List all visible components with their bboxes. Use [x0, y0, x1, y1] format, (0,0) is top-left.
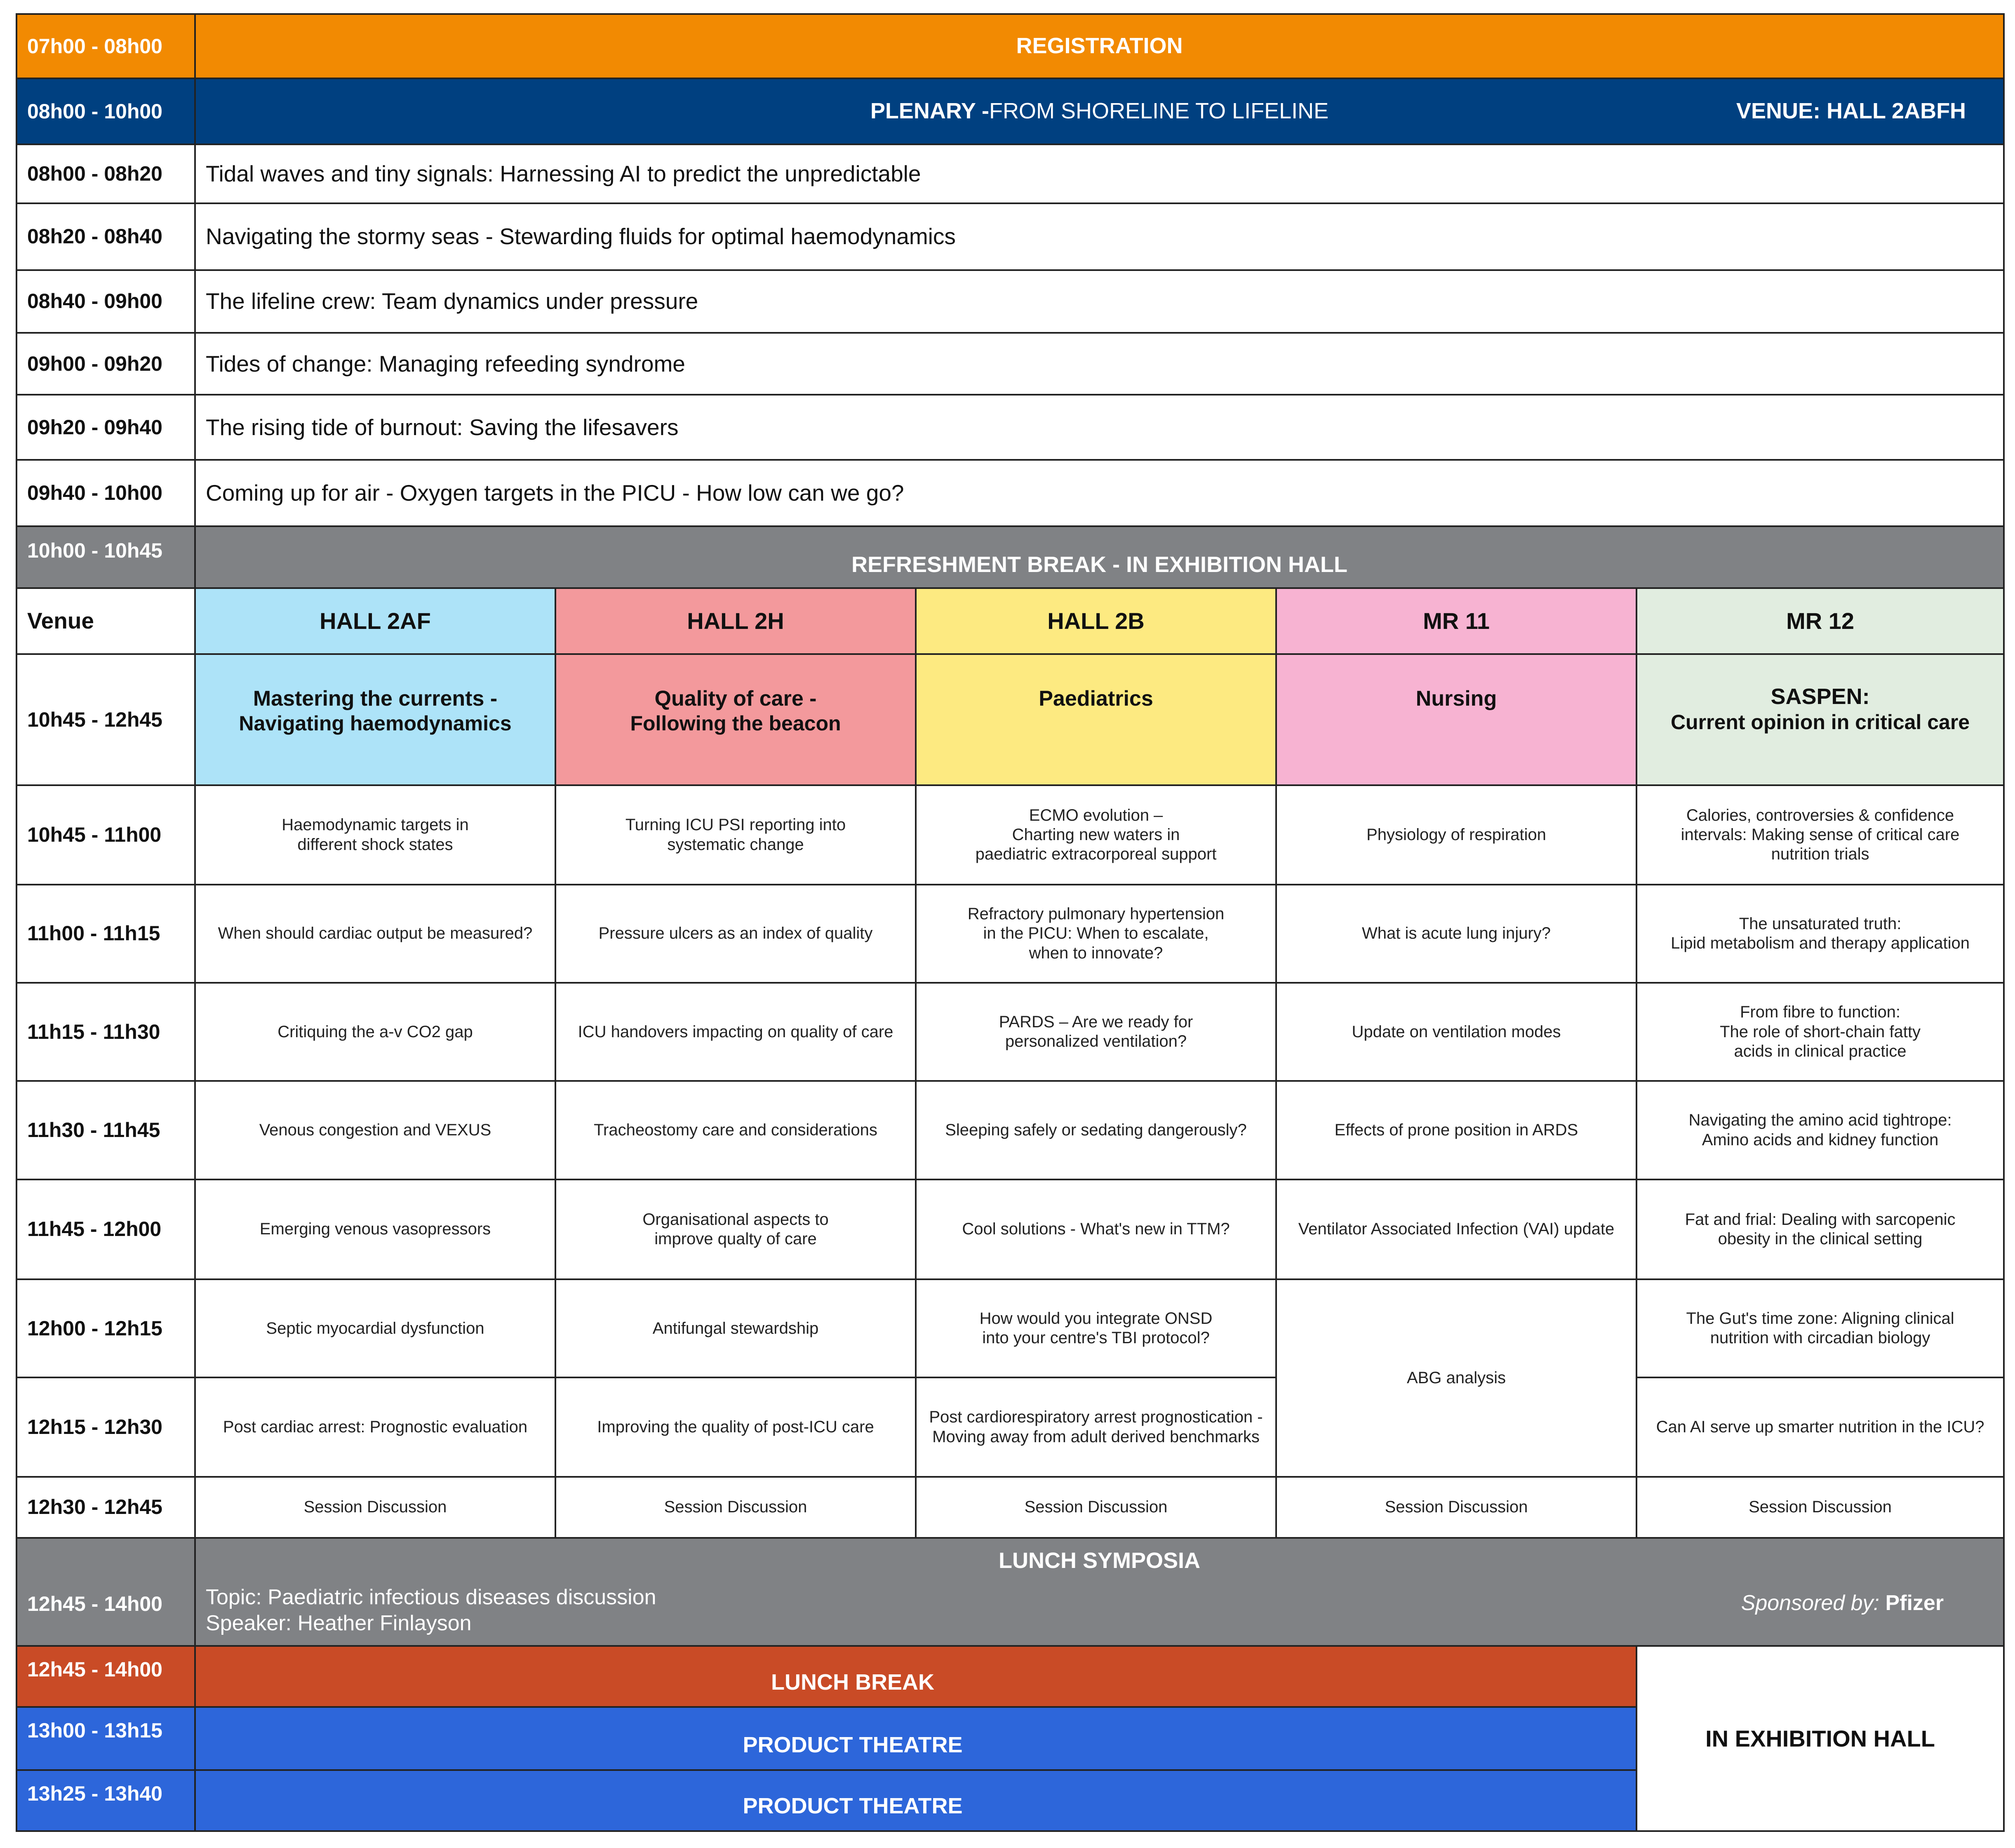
- session-cell: [1636, 1081, 2004, 1179]
- session-cell: [555, 1377, 916, 1476]
- session-line: Charting new waters in: [1012, 826, 1180, 844]
- session-cell: [555, 885, 916, 983]
- session-cell: [555, 1179, 916, 1279]
- session-line: Turning ICU PSI reporting into: [625, 816, 846, 834]
- session-cell: [195, 1377, 555, 1476]
- session-line: How would you integrate ONSD: [979, 1309, 1213, 1328]
- session-line: Fat and frial: Dealing with sarcopenic: [1685, 1210, 1956, 1229]
- session-line: nutrition with circadian biology: [1710, 1329, 1930, 1347]
- session-cell: [916, 1279, 1276, 1377]
- time-cell: 13h00 - 13h15: [16, 1707, 195, 1770]
- programme-schedule: [16, 13, 2005, 1832]
- session-cell: [916, 1477, 1276, 1538]
- session-row: [16, 885, 2004, 983]
- theme-line: Navigating haemodynamics: [239, 712, 512, 735]
- session-theme: [1276, 654, 1636, 785]
- session-line: obesity in the clinical setting: [1718, 1229, 1923, 1248]
- time-cell: 12h30 - 12h45: [16, 1477, 195, 1538]
- time-cell: 08h00 - 10h00: [16, 78, 195, 144]
- refreshment-band: REFRESHMENT BREAK - IN EXHIBITION HALL: [195, 526, 2004, 588]
- session-cell: [1276, 785, 1636, 884]
- theme-line: Mastering the currents -: [253, 687, 498, 711]
- session-cell: [195, 1081, 555, 1179]
- session-cell: [916, 983, 1276, 1081]
- session-cell: [1276, 1081, 1636, 1179]
- time-cell: 12h45 - 14h00: [16, 1646, 195, 1707]
- session-line: What is acute lung injury?: [1361, 924, 1551, 943]
- session-line: From fibre to function:: [1740, 1003, 1901, 1022]
- plenary-talk-row: [16, 333, 2004, 395]
- time-cell: 08h40 - 09h00: [16, 270, 195, 333]
- time-cell: 08h00 - 08h20: [16, 144, 195, 203]
- venue-label: Venue: [16, 588, 195, 654]
- time-cell: 07h00 - 08h00: [16, 14, 195, 78]
- session-line: Improving the quality of post-ICU care: [597, 1417, 874, 1436]
- session-line: ABG analysis: [1406, 1368, 1506, 1387]
- time-cell: 12h15 - 12h30: [16, 1377, 195, 1476]
- time-cell: 11h45 - 12h00: [16, 1179, 195, 1279]
- lunch-break-row: [16, 1646, 2004, 1707]
- plenary-talk-title: Navigating the stormy seas - Stewarding fluids for optimal haemodynamics: [195, 203, 2004, 270]
- session-line: Effects of prone position in ARDS: [1334, 1121, 1578, 1139]
- plenary-row: [16, 78, 2004, 144]
- lunch-speaker-line: Speaker: Heather Finlayson: [206, 1611, 472, 1635]
- theme-line: SASPEN:: [1770, 684, 1870, 709]
- session-cell: [555, 1279, 916, 1377]
- session-line: When should cardiac output be measured?: [218, 924, 533, 943]
- session-cell: [555, 785, 916, 884]
- session-row: [16, 1179, 2004, 1279]
- session-line: PARDS – Are we ready for: [999, 1013, 1193, 1031]
- session-cell: [195, 983, 555, 1081]
- session-row: [16, 1477, 2004, 1538]
- session-line: Post cardiac arrest: Prognostic evaluation: [223, 1417, 528, 1436]
- session-theme: [195, 654, 555, 785]
- session-line: Session Discussion: [1385, 1498, 1528, 1516]
- session-cell: [195, 785, 555, 884]
- session-line: Can AI serve up smarter nutrition in the ICU?: [1656, 1417, 1984, 1436]
- theme-line: Quality of care -: [654, 687, 817, 711]
- session-line: ICU handovers impacting on quality of care: [578, 1022, 893, 1041]
- session-line: Cool solutions - What's new in TTM?: [962, 1220, 1230, 1238]
- session-theme: [1636, 654, 2004, 785]
- session-theme: [555, 654, 916, 785]
- session-line: Critiquing the a-v CO2 gap: [277, 1022, 473, 1041]
- plenary-theme: FROM SHORELINE TO LIFELINE: [989, 99, 1329, 124]
- theme-line: Nursing: [1415, 687, 1497, 711]
- product-theatre-band: PRODUCT THEATRE: [195, 1770, 1636, 1831]
- session-cell: [195, 885, 555, 983]
- time-cell: 10h00 - 10h45: [16, 526, 195, 588]
- plenary-talk-title: The rising tide of burnout: Saving the lifesavers: [195, 395, 2004, 460]
- lunch-topic-line: Topic: Paediatric infectious diseases discussion: [206, 1585, 656, 1610]
- session-line: Session Discussion: [303, 1498, 447, 1516]
- lunch-break-band: LUNCH BREAK: [195, 1646, 1636, 1707]
- session-line: Antifungal stewardship: [652, 1319, 819, 1337]
- sponsor-name: Pfizer: [1885, 1591, 1944, 1615]
- sponsored-label: Sponsored by:: [1741, 1591, 1879, 1615]
- session-cell: [555, 983, 916, 1081]
- time-cell: 11h30 - 11h45: [16, 1081, 195, 1179]
- session-line: Navigating the amino acid tightrope:: [1688, 1111, 1952, 1130]
- plenary-band: [195, 78, 2004, 144]
- theme-line: Current opinion in critical care: [1670, 710, 1970, 734]
- session-line: The unsaturated truth:: [1739, 914, 1902, 933]
- plenary-talk-row: [16, 460, 2004, 526]
- session-line: Lipid metabolism and therapy application: [1671, 934, 1970, 952]
- session-line: Septic myocardial dysfunction: [266, 1319, 484, 1337]
- exhibition-hall-cell: IN EXHIBITION HALL: [1636, 1646, 2004, 1831]
- session-line: Tracheostomy care and considerations: [594, 1121, 877, 1139]
- session-line: Sleeping safely or sedating dangerously?: [945, 1121, 1247, 1139]
- session-cell: [1636, 785, 2004, 884]
- time-cell: 11h00 - 11h15: [16, 885, 195, 983]
- session-line: nutrition trials: [1771, 845, 1869, 864]
- session-line: Calories, controversies & confidence: [1686, 806, 1954, 824]
- session-cell: [195, 1279, 555, 1377]
- session-line: Session Discussion: [1749, 1498, 1892, 1516]
- time-cell: 12h45 - 14h00: [16, 1538, 195, 1646]
- session-row: [16, 983, 2004, 1081]
- schedule-body: [16, 14, 2004, 1831]
- session-theme: [916, 654, 1276, 785]
- session-line: into your centre's TBI protocol?: [982, 1329, 1210, 1347]
- session-cell: [916, 785, 1276, 884]
- session-cell: [1276, 983, 1636, 1081]
- session-cell: [916, 1377, 1276, 1476]
- lunch-symposia-title: LUNCH SYMPOSIA: [999, 1548, 1201, 1573]
- session-cell: [1636, 885, 2004, 983]
- plenary-talk-row: [16, 144, 2004, 203]
- time-cell: 08h20 - 08h40: [16, 203, 195, 270]
- plenary-talk-row: [16, 203, 2004, 270]
- lunch-symposia-content: [206, 1539, 1993, 1645]
- time-cell: 10h45 - 11h00: [16, 785, 195, 884]
- time-cell: 10h45 - 12h45: [16, 654, 195, 785]
- session-cell: [1636, 983, 2004, 1081]
- session-row: [16, 1081, 2004, 1179]
- session-cell: [1636, 1279, 2004, 1377]
- session-line: The Gut's time zone: Aligning clinical: [1686, 1309, 1954, 1328]
- plenary-talk-row: [16, 270, 2004, 333]
- session-line: Session Discussion: [664, 1498, 807, 1516]
- session-line: ECMO evolution –: [1029, 806, 1163, 824]
- session-line: Refractory pulmonary hypertension: [967, 905, 1225, 923]
- time-cell: 11h15 - 11h30: [16, 983, 195, 1081]
- hall-header: HALL 2AF: [195, 588, 555, 654]
- session-row: [16, 785, 2004, 884]
- session-cell: [1276, 885, 1636, 983]
- session-cell: [916, 885, 1276, 983]
- plenary-label: PLENARY -: [870, 99, 989, 124]
- lunch-symposia-details: [206, 1584, 656, 1636]
- session-line: Update on ventilation modes: [1352, 1022, 1561, 1041]
- session-line: intervals: Making sense of critical care: [1681, 826, 1960, 844]
- session-line: Emerging venous vasopressors: [259, 1220, 491, 1238]
- session-cell: [1636, 1179, 2004, 1279]
- session-cell: [195, 1477, 555, 1538]
- session-line: different shock states: [297, 835, 453, 854]
- refreshment-row: [16, 526, 2004, 588]
- session-line: when to innovate?: [1029, 944, 1163, 962]
- session-line: Physiology of respiration: [1366, 826, 1546, 844]
- session-line: paediatric extracorporeal support: [975, 845, 1217, 864]
- time-cell: 13h25 - 13h40: [16, 1770, 195, 1831]
- session-cell: [555, 1081, 916, 1179]
- session-cell: [916, 1179, 1276, 1279]
- session-cell: [1276, 1477, 1636, 1538]
- registration-band: REGISTRATION: [195, 14, 2004, 78]
- session-line: Haemodynamic targets in: [282, 816, 469, 834]
- session-line: personalized ventilation?: [1005, 1032, 1187, 1051]
- session-line: Organisational aspects to: [642, 1210, 829, 1229]
- lunch-symposia-band: [195, 1538, 2004, 1646]
- time-cell: 09h20 - 09h40: [16, 395, 195, 460]
- session-line: improve qualty of care: [654, 1229, 817, 1248]
- hall-header: HALL 2H: [555, 588, 916, 654]
- session-row: [16, 1279, 2004, 1377]
- session-line: Ventilator Associated Infection (VAI) update: [1298, 1220, 1615, 1238]
- theme-line: Paediatrics: [1039, 687, 1153, 711]
- plenary-talk-title: Tidal waves and tiny signals: Harnessing AI to predict the unpredictable: [195, 144, 2004, 203]
- time-cell: 09h40 - 10h00: [16, 460, 195, 526]
- plenary-talk-title: Tides of change: Managing refeeding syndrome: [195, 333, 2004, 395]
- session-line: Venous congestion and VEXUS: [259, 1121, 491, 1139]
- plenary-talk-title: The lifeline crew: Team dynamics under pressure: [195, 270, 2004, 333]
- session-cell: [1276, 1279, 1636, 1477]
- hall-header: MR 11: [1276, 588, 1636, 654]
- session-line: acids in clinical practice: [1734, 1042, 1907, 1060]
- plenary-talk-row: [16, 395, 2004, 460]
- session-line: Moving away from adult derived benchmarks: [932, 1427, 1260, 1446]
- plenary-venue: VENUE: HALL 2ABFH: [1736, 99, 1966, 124]
- session-row: [16, 1377, 2004, 1476]
- product-theatre-band: PRODUCT THEATRE: [195, 1707, 1636, 1770]
- lunch-symposia-row: [16, 1538, 2004, 1646]
- session-line: Amino acids and kidney function: [1702, 1130, 1939, 1149]
- session-cell: [555, 1477, 916, 1538]
- session-line: Session Discussion: [1024, 1498, 1168, 1516]
- session-cell: [1276, 1179, 1636, 1279]
- theme-row: [16, 654, 2004, 785]
- session-cell: [195, 1179, 555, 1279]
- plenary-talk-title: Coming up for air - Oxygen targets in the PICU - How low can we go?: [195, 460, 2004, 526]
- hall-header: HALL 2B: [916, 588, 1276, 654]
- venue-row: [16, 588, 2004, 654]
- registration-row: [16, 14, 2004, 78]
- session-line: systematic change: [667, 835, 804, 854]
- time-cell: 12h00 - 12h15: [16, 1279, 195, 1377]
- plenary-title: [196, 79, 2003, 144]
- session-line: Pressure ulcers as an index of quality: [598, 924, 873, 943]
- session-line: The role of short-chain fatty: [1720, 1022, 1921, 1041]
- session-line: in the PICU: When to escalate,: [983, 924, 1209, 943]
- session-line: Post cardiorespiratory arrest prognostication -: [929, 1408, 1263, 1427]
- session-cell: [916, 1081, 1276, 1179]
- lunch-sponsor: [1741, 1591, 1944, 1616]
- hall-header: MR 12: [1636, 588, 2004, 654]
- time-cell: 09h00 - 09h20: [16, 333, 195, 395]
- session-cell: [1636, 1477, 2004, 1538]
- theme-line: Following the beacon: [630, 712, 841, 735]
- session-cell: [1636, 1377, 2004, 1476]
